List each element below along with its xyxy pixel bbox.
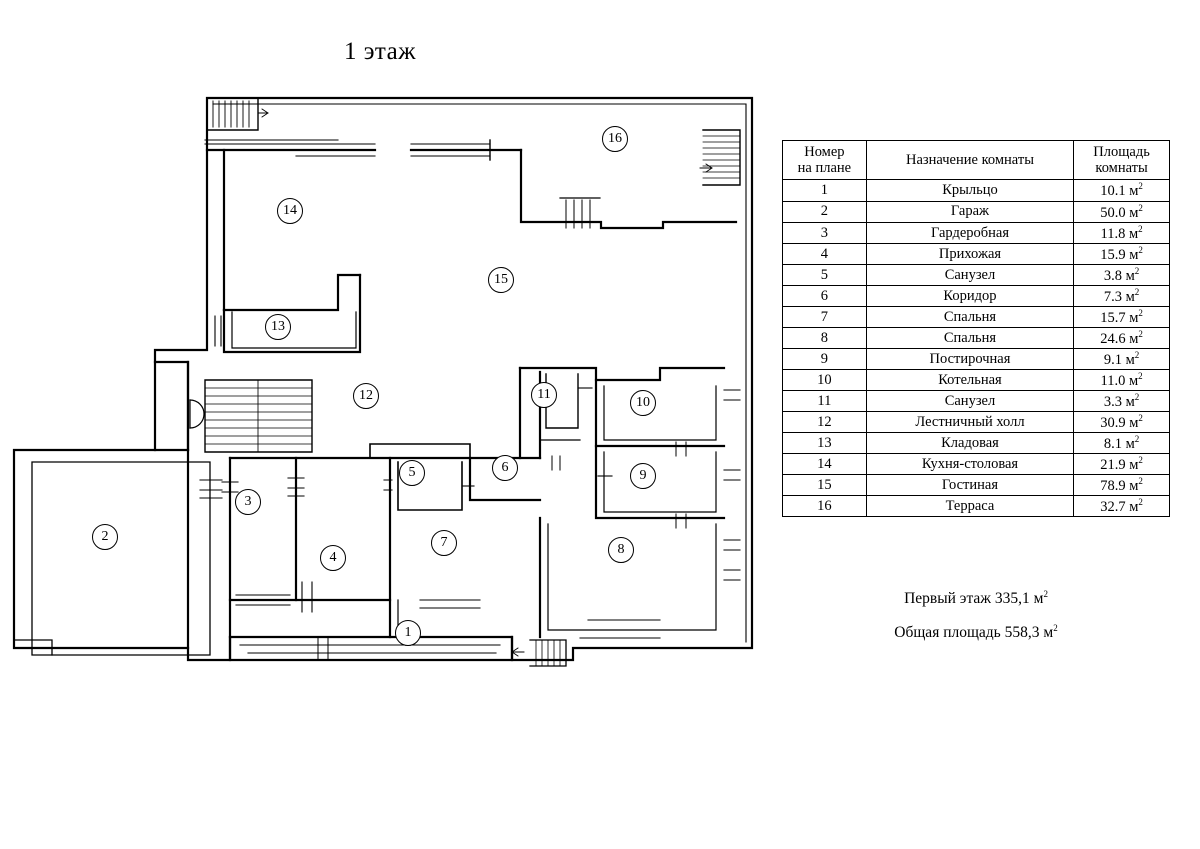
cell-name: Санузел [866, 391, 1073, 412]
table-row [783, 180, 1170, 201]
cell-name: Крыльцо [866, 180, 1073, 201]
room-marker[interactable]: 3 [235, 489, 261, 515]
table-row [783, 327, 1170, 348]
cell-number: 5 [783, 264, 867, 285]
cell-area: 15.7 $м^2$ [1074, 306, 1170, 327]
cell-number: 12 [783, 412, 867, 433]
overall-total-area: Общая площадь 558,3 $м^2$ [894, 623, 1058, 642]
cell-area: 3.8 $м^2$ [1074, 264, 1170, 285]
room-marker[interactable]: 14 [277, 198, 303, 224]
cell-name: Постирочная [866, 348, 1073, 369]
cell-number: 9 [783, 348, 867, 369]
cell-name: Коридор [866, 285, 1073, 306]
cell-name: Санузел [866, 264, 1073, 285]
table-row [783, 201, 1170, 222]
cell-name: Котельная [866, 370, 1073, 391]
header-area: Площадь комнаты [1074, 141, 1170, 180]
cell-number: 11 [783, 391, 867, 412]
room-marker[interactable]: 16 [602, 126, 628, 152]
cell-name: Кладовая [866, 433, 1073, 454]
table-row [783, 454, 1170, 475]
page-title: 1 этаж [343, 38, 417, 65]
cell-number: 15 [783, 475, 867, 496]
cell-name: Терраса [866, 496, 1073, 517]
room-marker[interactable]: 10 [630, 390, 656, 416]
room-marker[interactable]: 7 [431, 530, 457, 556]
table-row [783, 285, 1170, 306]
cell-area: 24.6 $м^2$ [1074, 327, 1170, 348]
room-marker[interactable]: 13 [265, 314, 291, 340]
cell-area: 32.7 $м^2$ [1074, 496, 1170, 517]
table-header-row [783, 141, 1170, 180]
room-marker[interactable]: 9 [630, 463, 656, 489]
table-row [783, 264, 1170, 285]
room-marker[interactable]: 11 [531, 382, 557, 408]
cell-number: 8 [783, 327, 867, 348]
room-marker[interactable]: 8 [608, 537, 634, 563]
cell-area: 15.9 $м^2$ [1074, 243, 1170, 264]
room-marker[interactable]: 1 [395, 620, 421, 646]
floor-total-area: Первый этаж 335,1 $м^2$ [904, 589, 1048, 608]
cell-number: 3 [783, 222, 867, 243]
cell-area: 11.0 $м^2$ [1074, 370, 1170, 391]
table-row [783, 243, 1170, 264]
cell-number: 16 [783, 496, 867, 517]
cell-number: 2 [783, 201, 867, 222]
table-row [783, 412, 1170, 433]
cell-area: 30.9 $м^2$ [1074, 412, 1170, 433]
cell-number: 10 [783, 370, 867, 391]
table-row [783, 222, 1170, 243]
cell-number: 13 [783, 433, 867, 454]
cell-name: Гараж [866, 201, 1073, 222]
room-legend-table [782, 140, 1170, 517]
cell-number: 4 [783, 243, 867, 264]
room-marker[interactable]: 6 [492, 455, 518, 481]
cell-name: Лестничный холл [866, 412, 1073, 433]
table-row [783, 433, 1170, 454]
cell-area: 3.3 $м^2$ [1074, 391, 1170, 412]
room-marker[interactable]: 4 [320, 545, 346, 571]
cell-name: Спальня [866, 306, 1073, 327]
header-purpose: Назначение комнаты [866, 141, 1073, 180]
cell-number: 14 [783, 454, 867, 475]
cell-area: 10.1 $м^2$ [1074, 180, 1170, 201]
table-row [783, 370, 1170, 391]
cell-area: 78.9 $м^2$ [1074, 475, 1170, 496]
cell-number: 1 [783, 180, 867, 201]
table-row [783, 496, 1170, 517]
cell-name: Кухня-столовая [866, 454, 1073, 475]
cell-area: 50.0 $м^2$ [1074, 201, 1170, 222]
cell-name: Спальня [866, 327, 1073, 348]
room-marker[interactable]: 15 [488, 267, 514, 293]
cell-name: Гостиная [866, 475, 1073, 496]
cell-name: Гардеробная [866, 222, 1073, 243]
cell-area: 9.1 $м^2$ [1074, 348, 1170, 369]
cell-area: 11.8 $м^2$ [1074, 222, 1170, 243]
cell-number: 6 [783, 285, 867, 306]
room-marker[interactable]: 2 [92, 524, 118, 550]
header-number: Номер на плане [783, 141, 867, 180]
table-row [783, 306, 1170, 327]
cell-area: 7.3 $м^2$ [1074, 285, 1170, 306]
room-marker[interactable]: 5 [399, 460, 425, 486]
table-row [783, 391, 1170, 412]
table-row [783, 475, 1170, 496]
cell-area: 8.1 $м^2$ [1074, 433, 1170, 454]
table-row [783, 348, 1170, 369]
cell-number: 7 [783, 306, 867, 327]
room-marker[interactable]: 12 [353, 383, 379, 409]
cell-area: 21.9 $м^2$ [1074, 454, 1170, 475]
cell-name: Прихожая [866, 243, 1073, 264]
